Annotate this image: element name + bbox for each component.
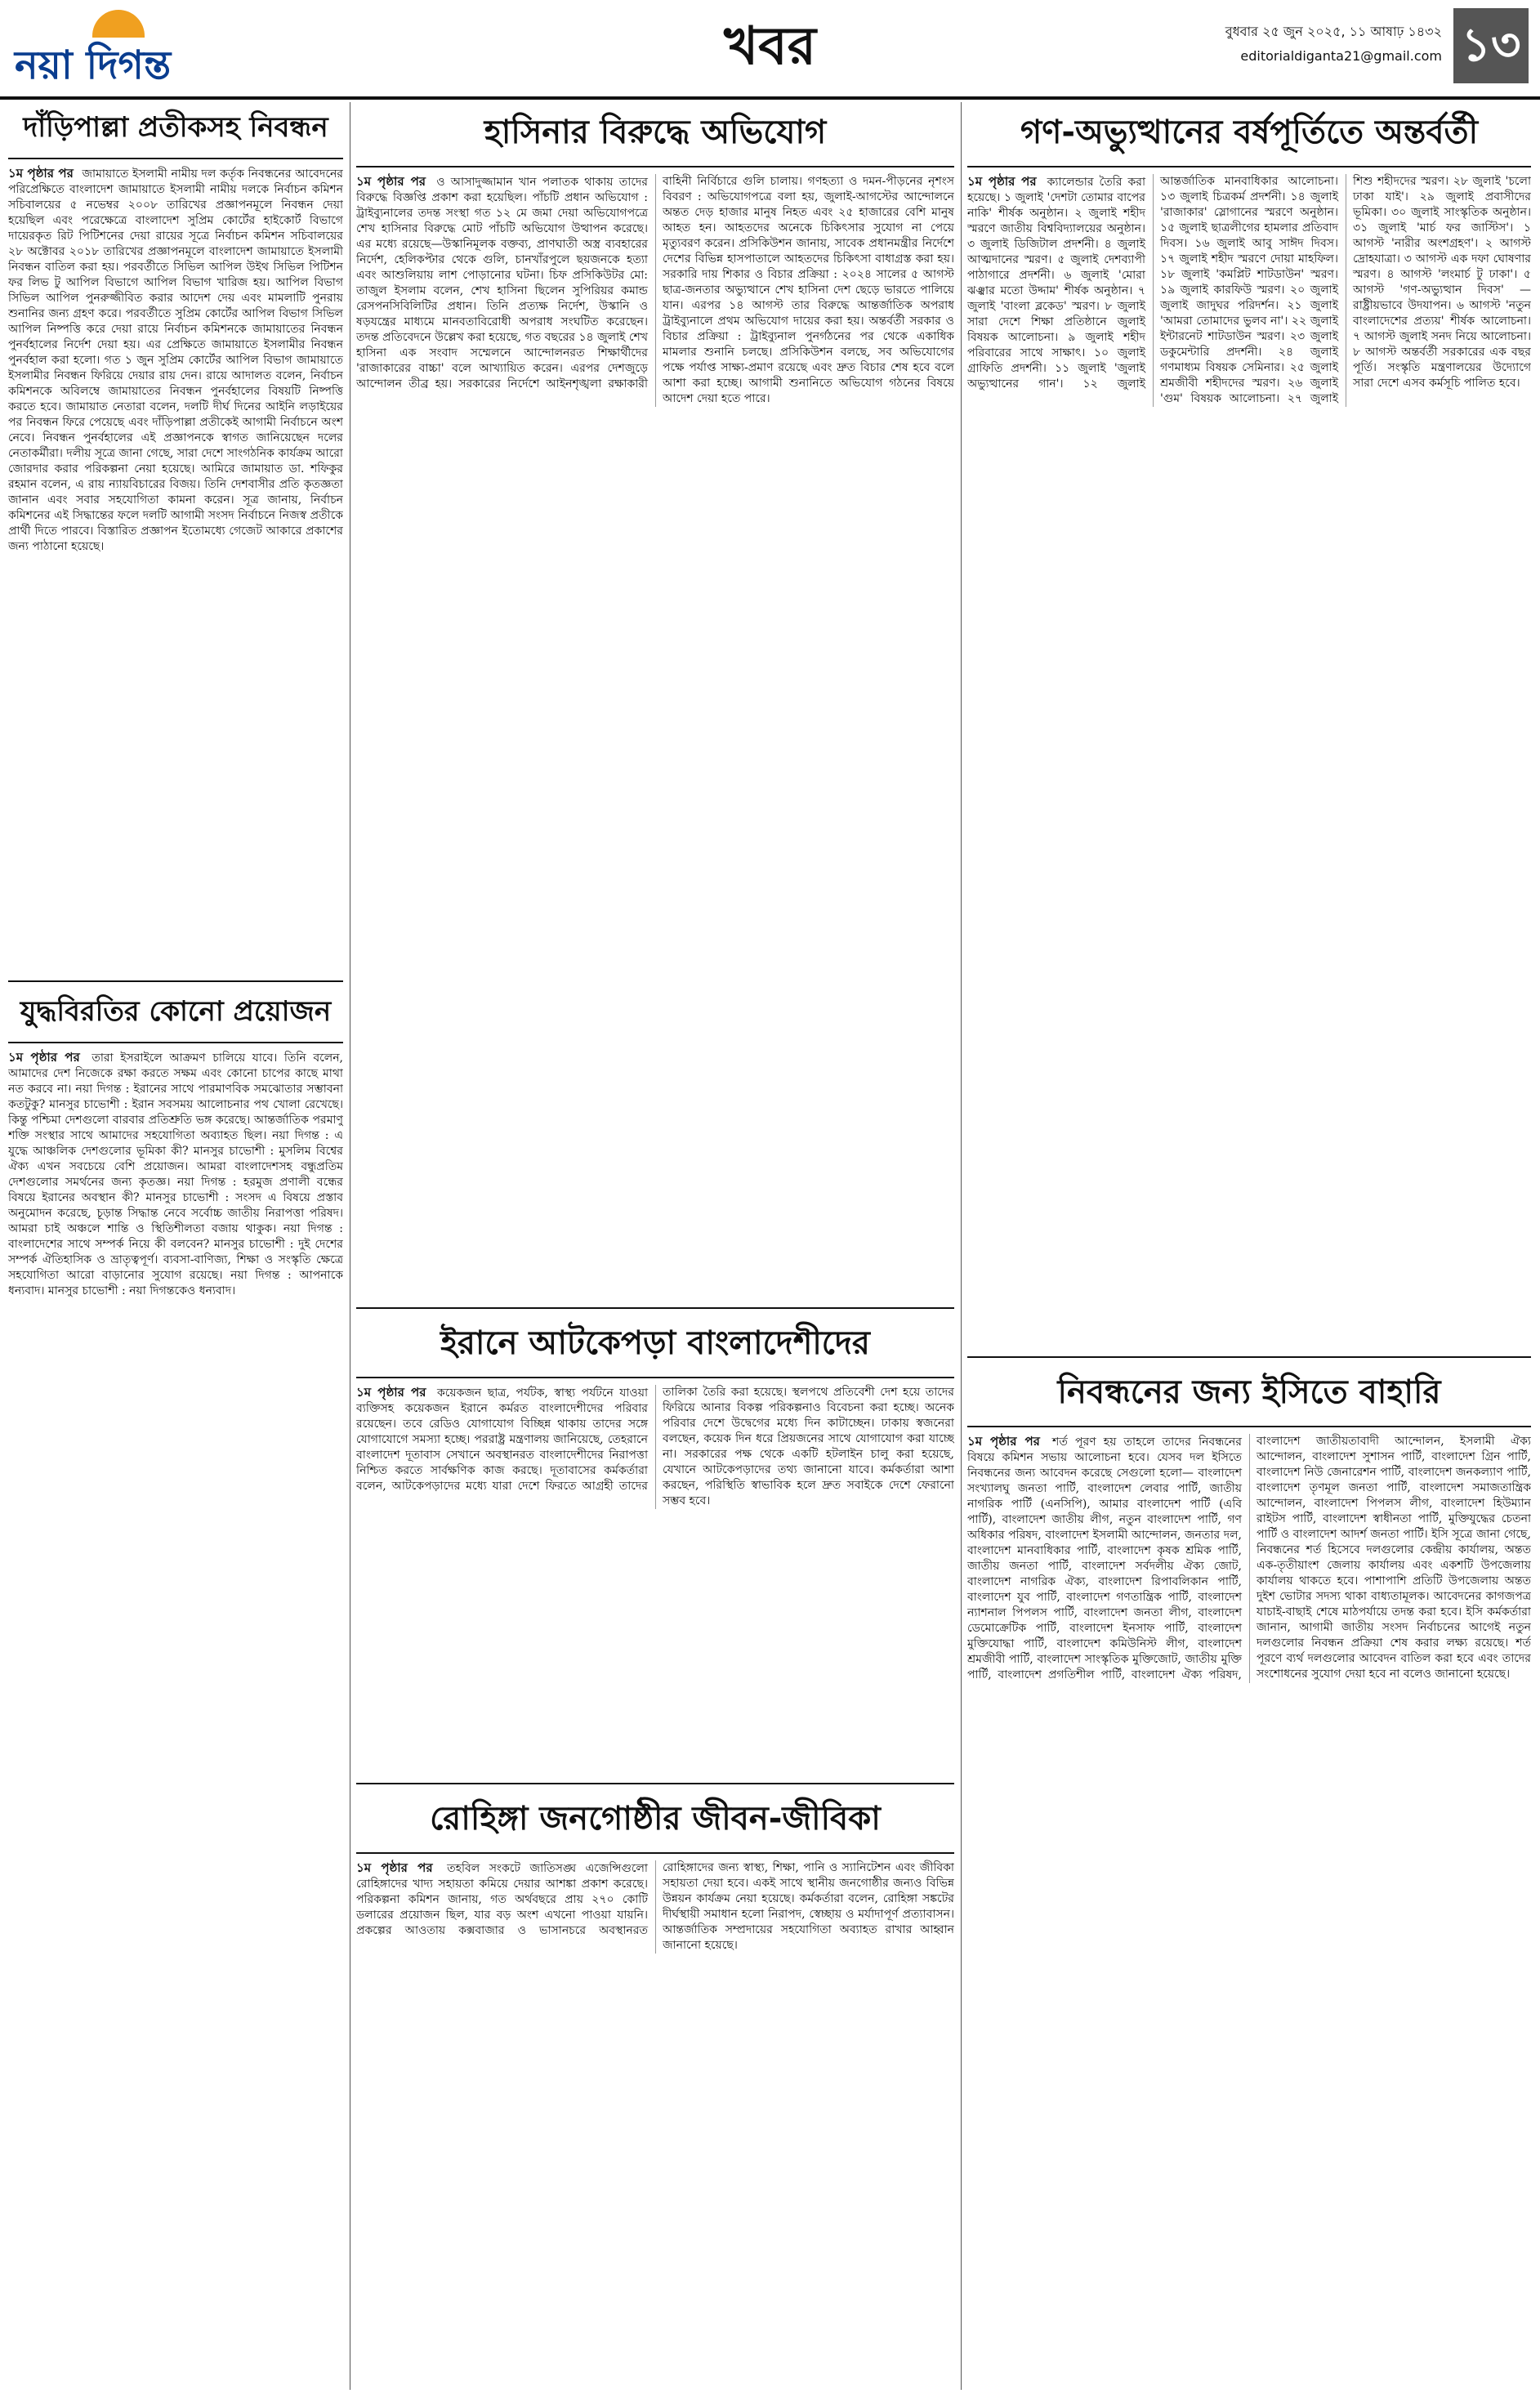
article-kicker: ১ম পৃষ্ঠার পর bbox=[356, 1860, 433, 1875]
article-headline[interactable]: নিবন্ধনের জন্য ইসিতে বাহারি bbox=[967, 1366, 1531, 1427]
article-body bbox=[356, 1860, 954, 1954]
article-body bbox=[356, 1385, 954, 1509]
article-headline[interactable]: গণ-অভ্যুত্থানের বর্ষপূর্তিতে অন্তর্বর্তী bbox=[967, 106, 1531, 167]
article-headline[interactable]: রোহিঙ্গা জনগোষ্ঠীর জীবন-জীবিকা bbox=[356, 1793, 954, 1854]
article-kicker: ১ম পৃষ্ঠার পর bbox=[8, 166, 74, 181]
masthead bbox=[0, 0, 1540, 100]
logo-text: নয়া দিগন্ত bbox=[15, 42, 172, 88]
issue-date: বুধবার ২৫ জুন ২০২৫, ১১ আষাঢ় ১৪৩২ bbox=[1225, 24, 1442, 39]
section-divider bbox=[967, 1356, 1531, 1358]
article-headline[interactable]: হাসিনার বিরুদ্ধে অভিযোগ bbox=[356, 106, 954, 167]
article-darip bbox=[8, 106, 343, 972]
article-body bbox=[967, 174, 1531, 407]
article-iran bbox=[356, 1317, 954, 1775]
article-headline[interactable]: দাঁড়িপাল্লা প্রতীকসহ নিবন্ধন bbox=[8, 106, 343, 159]
article-text: তহবিল সংকটে জাতিসঙ্ঘ এজেন্সিগুলো রোহিঙ্গাদের খাদ্য সহায়তা কমিয়ে দেয়ার আশঙ্কা প্রকাশ করেছে। পরিকল্পনা কমিশন জানায়, গত অর্থবছরে প্রায় ২৭০ কোটি ডলারের প্রয়োজন ছিল, যার বড় অংশ এখনো পাওয়া যায়নি। প্রকল্পের আওতায় কক্সবাজার ও ভাসানচরে অবস্থানরত রোহিঙ্গাদের জন্য স্বাস্থ্য, শিক্ষা, পানি ও স্যানিটেশন এবং জীবিকা সহায়তা দেয়া হবে। একই সাথে স্থানীয় জনগোষ্ঠীর জন্যও বিভিন্ন উন্নয়ন কার্যক্রম নেয়া হয়েছে। কর্মকর্তারা বলেন, রোহিঙ্গা সঙ্কটের দীর্ঘস্থায়ী সমাধান হলো নিরাপদ, স্বেচ্ছায় ও মর্যাদাপূর্ণ প্রত্যাবাসন। আন্তর্জাতিক সম্প্রদায়ের সহযোগিতা অব্যাহত রাখার আহ্বান জানানো হয়েছে। bbox=[356, 1861, 954, 1952]
article-headline[interactable]: যুদ্ধবিরতির কোনো প্রয়োজন bbox=[8, 990, 343, 1043]
article-rohingya bbox=[356, 1793, 954, 2381]
section-title: খবর bbox=[724, 16, 816, 77]
article-body bbox=[356, 174, 954, 407]
article-gono bbox=[967, 106, 1531, 1348]
article-hasina bbox=[356, 106, 954, 1299]
article-ec bbox=[967, 1366, 1531, 2379]
article-kicker: ১ম পৃষ্ঠার পর bbox=[967, 1434, 1040, 1449]
article-text: শর্ত পূরণ হয় তাহলে তাদের নিবন্ধনের বিষয়ে কমিশন সভায় আলোচনা হবে। যেসব দল ইসিতে নিবন্ধনের জন্য আবেদন করেছে সেগুলো হলো— বাংলাদেশ সংখ্যালঘু জনতা পার্টি, বাংলাদেশ লেবার পার্টি, জাতীয় নাগরিক পার্টি (এনসিপি), আমার বাংলাদেশ পার্টি (এবি পার্টি), বাংলাদেশ জাতীয় লীগ, নতুন বাংলাদেশ পার্টি, গণ অধিকার পরিষদ, বাংলাদেশ ইসলামী আন্দোলন, জনতার দল, বাংলাদেশ মানবাধিকার পার্টি, বাংলাদেশ কৃষক শ্রমিক পার্টি, জাতীয় জনতা পার্টি, বাংলাদেশ সর্বদলীয় ঐক্য জোট, বাংলাদেশ নাগরিক ঐক্য, বাংলাদেশ রিপাবলিকান পার্টি, বাংলাদেশ যুব পার্টি, বাংলাদেশ গণতান্ত্রিক পার্টি, বাংলাদেশ ন্যাশনাল পিপলস পার্টি, বাংলাদেশ জনতা লীগ, বাংলাদেশ ডেমোক্রেটিক পার্টি, বাংলাদেশ ইনসাফ পার্টি, বাংলাদেশ মুক্তিযোদ্ধা পার্টি, বাংলাদেশ কমিউনিস্ট লীগ, বাংলাদেশ শ্রমজীবী পার্টি, বাংলাদেশ সাংস্কৃতিক মুক্তিজোট, জাতীয় মুক্তি পার্টি, বাংলাদেশ প্রগতিশীল পার্টি, বাংলাদেশ ঐক্য পরিষদ, বাংলাদেশ জাতীয়তাবাদী আন্দোলন, ইসলামী ঐক্য আন্দোলন, বাংলাদেশ সুশাসন পার্টি, বাংলাদেশ গ্রিন পার্টি, বাংলাদেশ নিউ জেনারেশন পার্টি, বাংলাদেশ জনকল্যাণ পার্টি, বাংলাদেশ তৃণমূল জনতা পার্টি, বাংলাদেশ সমাজতান্ত্রিক আন্দোলন, বাংলাদেশ পিপলস লীগ, বাংলাদেশ হিউম্যান রাইটস পার্টি, বাংলাদেশ স্বাধীনতা পার্টি, মুক্তিযুদ্ধের চেতনা পার্টি ও বাংলাদেশ আদর্শ জনতা পার্টি। ইসি সূত্রে জানা গেছে, নিবন্ধনের শর্ত হিসেবে দলগুলোর কেন্দ্রীয় কার্যালয়, অন্তত এক-তৃতীয়াংশ জেলায় কার্যালয় এবং একশটি উপজেলায় কার্যালয় থাকতে হবে। পাশাপাশি প্রতিটি উপজেলায় অন্তত দুইশ ভোটার সদস্য থাকা বাধ্যতামূলক। আবেদনের কাগজপত্র যাচাই-বাছাই শেষে মাঠপর্যায়ে তদন্ত করা হবে। ইসি কর্মকর্তারা জানান, আগামী জাতীয় সংসদ নির্বাচনের আগেই নতুন দলগুলোর নিবন্ধন প্রক্রিয়া শেষ করার লক্ষ্য রয়েছে। শর্ত পূরণে ব্যর্থ দলগুলোর আবেদন বাতিল করা হবে এবং তাদের সংশোধনের সুযোগ দেয়া হবে না বলেও জানানো হয়েছে। bbox=[967, 1435, 1531, 1681]
article-kicker: ১ম পৃষ্ঠার পর bbox=[356, 1385, 426, 1400]
dateline bbox=[1225, 20, 1442, 69]
section-divider bbox=[356, 1307, 954, 1309]
article-kicker: ১ম পৃষ্ঠার পর bbox=[967, 174, 1037, 189]
article-kicker: ১ম পৃষ্ঠার পর bbox=[8, 1050, 80, 1065]
article-text: জামায়াতে ইসলামী নামীয় দল কর্তৃক নিবন্ধনের আবেদনের পরিপ্রেক্ষিতে বাংলাদেশ জামায়াতে ইসলামী নামীয় দলকে নির্বাচন কমিশন সচিবালয়ের ৫ নভেম্বর ২০০৮ তারিখের প্রজ্ঞাপনমূলে নিবন্ধন দেয়া হয়েছিল এবং পরেক্ষেত্রে বাংলাদেশ সুপ্রিম কোর্টের হাইকোর্ট বিভাগে দায়েরকৃত রিট পিটিশনের দেয়া রায়ের সূত্রে নির্বাচন কমিশন সচিবালয়ের ২৮ অক্টোবর ২০১৮ তারিখের প্রজ্ঞাপনমূলে বাংলাদেশ জামায়াতে ইসলামী নিবন্ধন বাতিল করা হয়। পরবর্তীতে সিভিল আপিল উইথ সিভিল পিটিশন ফর লিভ টু আপিল বিভাগে আপিল বিভাগ খারিজ হয়। আপিল বিভাগ সিভিল আপিল পুনরুজ্জীবিত করার আদেশ দেয় এবং মামলাটি পুনরায় শুনানির জন্য গ্রহণ করে। পরবর্তীতে সুপ্রিম কোর্টের আপিল বিভাগ সিভিল আপিল নিষ্পত্তি করে দেয়া রায়ে নির্বাচন কমিশনকে জামায়াতের নিবন্ধন পুনর্বহালের নির্দেশ দেয়া হয়। এর প্রেক্ষিতে জামায়াতে ইসলামীর নিবন্ধন পুনর্বহাল করা হলো। গত ১ জুন সুপ্রিম কোর্টের আপিল বিভাগ জামায়াতে ইসলামীর নিবন্ধন ফিরিয়ে দেয়ার রায় দেন। রায়ে আদালত বলেন, নির্বাচন কমিশনকে অবিলম্বে জামায়াতের নিবন্ধন পুনর্বহালের বিষয়টি নিষ্পত্তি করতে হবে। জামায়াত নেতারা বলেন, দলটি দীর্ঘ দিনের আইনি লড়াইয়ের পর নিবন্ধন ফিরে পেয়েছে এবং দাঁড়িপাল্লা প্রতীকেই আগামী নির্বাচনে অংশ নেবে। নিবন্ধন পুনর্বহালের এই প্রজ্ঞাপনকে স্বাগত জানিয়েছেন দলের নেতাকর্মীরা। দলীয় সূত্রে জানা গেছে, সারা দেশে সাংগঠনিক কার্যক্রম আরো জোরদার করার পরিকল্পনা নেয়া হয়েছে। আমিরে জামায়াত ডা. শফিকুর রহমান বলেন, এ রায় ন্যায়বিচারের বিজয়। তিনি দেশবাসীর প্রতি কৃতজ্ঞতা জানান এবং সবার সহযোগিতা কামনা করেন। সূত্র জানায়, নির্বাচন কমিশনের এই সিদ্ধান্তের ফলে দলটি আগামী সংসদ নির্বাচনে নিজস্ব প্রতীকে প্রার্থী দিতে পারবে। বিস্তারিত প্রজ্ঞাপন ইতোমধ্যে গেজেট আকারে প্রকাশের জন্য পাঠানো হয়েছে। bbox=[8, 167, 343, 553]
editorial-email[interactable]: editorialdiganta21@gmail.com bbox=[1240, 48, 1442, 64]
article-text: ও আসাদুজ্জামান খান পলাতক থাকায় তাদের বিরুদ্ধে বিজ্ঞপ্তি প্রকাশ করা হয়েছিল। পাঁচটি প্রধান অভিযোগ : ট্রাইব্যুনালের তদন্ত সংস্থা গত ১২ মে জমা দেয়া অভিযোগপত্রে শেখ হাসিনার বিরুদ্ধে মোট পাঁচটি অভিযোগ উত্থাপন করেছে। এর মধ্যে রয়েছে—উস্কানিমূলক বক্তব্য, প্রাণঘাতী অস্ত্র ব্যবহারের নির্দেশ, হেলিকপ্টার থেকে গুলি, চানখাঁরপুলে ছয়জনকে হত্যা এবং আশুলিয়ায় লাশ পোড়ানোর ঘটনা। চিফ প্রসিকিউটর মো: তাজুল ইসলাম বলেন, শেখ হাসিনা ছিলেন সুপিরিয়র কমান্ড রেসপনসিবিলিটির প্রধান। তিনি প্রত্যক্ষ নির্দেশ, উস্কানি ও ষড়যন্ত্রের মাধ্যমে মানবতাবিরোধী অপরাধ সংঘটিত করেছেন। তদন্ত প্রতিবেদনে উল্লেখ করা হয়েছে, গত বছরের ১৪ জুলাই শেখ হাসিনা এক সংবাদ সম্মেলনে আন্দোলনরত শিক্ষার্থীদের 'রাজাকারের বাচ্চা' বলে আখ্যায়িত করেন। এরপর দেশজুড়ে আন্দোলন তীব্র হয়। সরকারের নির্দেশে আইনশৃঙ্খলা রক্ষাকারী বাহিনী নির্বিচারে গুলি চালায়। গণহত্যা ও দমন-পীড়নের নৃশংস বিবরণ : অভিযোগপত্রে বলা হয়, জুলাই-আগস্টের আন্দোলনে অন্তত দেড় হাজার মানুষ নিহত এবং ২৫ হাজারের বেশি মানুষ আহত হন। আহতদের অনেকে চিকিৎসার সুযোগ না পেয়ে মৃত্যুবরণ করেন। প্রসিকিউশন জানায়, সাবেক প্রধানমন্ত্রীর নির্দেশে দেশের বিভিন্ন হাসপাতালে আহতদের চিকিৎসা বাধাগ্রস্ত করা হয়। সরকারি দায় শিকার ও বিচার প্রক্রিয়া : ২০২৪ সালের ৫ আগস্ট ছাত্র-জনতার অভ্যুত্থানে শেখ হাসিনা দেশ ছেড়ে ভারতে পালিয়ে যান। এরপর ১৪ আগস্ট তার বিরুদ্ধে আন্তর্জাতিক অপরাধ ট্রাইব্যুনালে প্রথম অভিযোগ দায়ের করা হয়। অন্তর্বর্তী সরকার ও বিচার প্রক্রিয়া : ট্রাইব্যুনাল পুনর্গঠনের পর থেকে একাধিক মামলার শুনানি চলছে। প্রসিকিউশন বলছে, সব অভিযোগের পক্ষে পর্যাপ্ত সাক্ষ্য-প্রমাণ রয়েছে এবং দ্রুত বিচার শেষ হবে বলে আশা করা হচ্ছে। আগামী শুনানিতে অভিযোগ গঠনের বিষয়ে আদেশ দেয়া হতে পারে। bbox=[356, 175, 954, 405]
article-body bbox=[967, 1434, 1531, 1683]
article-body bbox=[8, 1050, 343, 1299]
page-number: ১৩ bbox=[1453, 8, 1529, 83]
section-divider bbox=[356, 1783, 954, 1784]
article-kicker: ১ম পৃষ্ঠার পর bbox=[356, 174, 426, 189]
article-body bbox=[8, 166, 343, 555]
section-divider bbox=[8, 980, 343, 982]
article-juddho bbox=[8, 990, 343, 2379]
article-text: ক্যালেন্ডার তৈরি করা হয়েছে। ১ জুলাই 'দেশটা তোমার বাপের নাকি' শীর্ষক অনুষ্ঠান। ২ জুলাই শহীদ স্মরণে জাতীয় বিশ্ববিদ্যালয়ের অনুষ্ঠান। ৩ জুলাই ডিজিটাল প্রদর্শনী। ৪ জুলাই আত্মদানের স্মরণ। ৫ জুলাই দেশব্যাপী পাঠাগারে প্রদর্শনী। ৬ জুলাই 'মোরা ঝঞ্ঝার মতো উদ্দাম' শীর্ষক অনুষ্ঠান। ৭ জুলাই 'বাংলা ব্লকেড' স্মরণ। ৮ জুলাই সারা দেশে শিক্ষা প্রতিষ্ঠানে জুলাই বিষয়ক আলোচনা। ৯ জুলাই শহীদ পরিবারের সাথে সাক্ষাৎ। ১০ জুলাই গ্রাফিতি প্রদর্শনী। ১১ জুলাই 'জুলাই অভ্যুত্থানের গান'। ১২ জুলাই আন্তর্জাতিক মানবাধিকার আলোচনা। ১৩ জুলাই চিত্রকর্ম প্রদর্শনী। ১৪ জুলাই 'রাজাকার' স্লোগানের স্মরণে অনুষ্ঠান। ১৫ জুলাই ছাত্রলীগের হামলার প্রতিবাদ দিবস। ১৬ জুলাই আবু সাঈদ দিবস। ১৭ জুলাই শহীদ স্মরণে দোয়া মাহফিল। ১৮ জুলাই 'কমপ্লিট শাটডাউন' স্মরণ। ১৯ জুলাই কারফিউ স্মরণ। ২০ জুলাই জুলাই জাদুঘর পরিদর্শন। ২১ জুলাই 'আমরা তোমাদের ভুলব না'। ২২ জুলাই ইন্টারনেট শাটডাউন স্মরণ। ২৩ জুলাই ডকুমেন্টারি প্রদর্শনী। ২৪ জুলাই গণমাধ্যম বিষয়ক সেমিনার। ২৫ জুলাই শ্রমজীবী শহীদদের স্মরণ। ২৬ জুলাই 'গুম' বিষয়ক আলোচনা। ২৭ জুলাই শিশু শহীদদের স্মরণ। ২৮ জুলাই 'চলো ঢাকা যাই'। ২৯ জুলাই প্রবাসীদের ভূমিকা। ৩০ জুলাই সাংস্কৃতিক অনুষ্ঠান। ৩১ জুলাই 'মার্চ ফর জাস্টিস'। ১ আগস্ট 'নারীর অংশগ্রহণ'। ২ আগস্ট দ্রোহযাত্রা। ৩ আগস্ট এক দফা ঘোষণার স্মরণ। ৪ আগস্ট 'লংমার্চ টু ঢাকা'। ৫ আগস্ট 'গণ-অভ্যুত্থান দিবস' — রাষ্ট্রীয়ভাবে উদযাপন। ৬ আগস্ট 'নতুন বাংলাদেশের প্রত্যয়' শীর্ষক আলোচনা। ৭ আগস্ট জুলাই সনদ নিয়ে আলোচনা। ৮ আগস্ট অন্তর্বর্তী সরকারের এক বছর পূর্তি। সংস্কৃতি মন্ত্রণালয়ের উদ্যোগে সারা দেশে এসব কর্মসূচি পালিত হবে। bbox=[967, 175, 1531, 405]
article-text: তারা ইসরাইলে আক্রমণ চালিয়ে যাবে। তিনি বলেন, আমাদের দেশ নিজেকে রক্ষা করতে সক্ষম এবং কোনো চাপের কাছে মাথা নত করবে না। নয়া দিগন্ত : ইরানের সাথে পারমাণবিক সমঝোতার সম্ভাবনা কতটুকু? মানসুর চাভোশী : ইরান সবসময় আলোচনার পথ খোলা রেখেছে। কিন্তু পশ্চিমা দেশগুলো বারবার প্রতিশ্রুতি ভঙ্গ করেছে। আন্তর্জাতিক পরমাণু শক্তি সংস্থার সাথে আমাদের সহযোগিতা অব্যাহত ছিল। নয়া দিগন্ত : এ যুদ্ধে আঞ্চলিক দেশগুলোর ভূমিকা কী? মানসুর চাভোশী : মুসলিম বিশ্বের ঐক্য এখন সবচেয়ে বেশি প্রয়োজন। আমরা বাংলাদেশসহ বন্ধুপ্রতিম দেশগুলোর সমর্থনের জন্য কৃতজ্ঞ। নয়া দিগন্ত : হরমুজ প্রণালী বন্ধের বিষয়ে ইরানের অবস্থান কী? মানসুর চাভোশী : সংসদ এ বিষয়ে প্রস্তাব অনুমোদন করেছে, চূড়ান্ত সিদ্ধান্ত নেবে সর্বোচ্চ জাতীয় নিরাপত্তা পরিষদ। আমরা চাই অঞ্চলে শান্তি ও স্থিতিশীলতা বজায় থাকুক। নয়া দিগন্ত : বাংলাদেশের সাথে সম্পর্ক নিয়ে কী বলবেন? মানসুর চাভোশী : দুই দেশের সম্পর্ক ঐতিহাসিক ও ভ্রাতৃত্বপূর্ণ। ব্যবসা-বাণিজ্য, শিক্ষা ও সংস্কৃতি ক্ষেত্রে সহযোগিতা আরো বাড়ানোর সুযোগ রয়েছে। নয়া দিগন্ত : আপনাকে ধন্যবাদ। মানসুর চাভোশী : নয়া দিগন্তকেও ধন্যবাদ। bbox=[8, 1052, 343, 1297]
article-text: কয়েকজন ছাত্র, পর্যটক, স্বাস্থ্য পর্যটনে যাওয়া ব্যক্তিসহ কয়েকজন ইরানে কর্মরত বাংলাদেশীদের পরিবার রয়েছেন। তবে রেডিও যোগাযোগ বিচ্ছিন্ন থাকায় তাদের সঙ্গে যোগাযোগে সমস্যা হচ্ছে। পররাষ্ট্র মন্ত্রণালয় জানিয়েছে, তেহরানে বাংলাদেশ দূতাবাস সেখানে অবস্থানরত বাংলাদেশীদের নিরাপত্তা নিশ্চিত করতে সার্বক্ষণিক কাজ করছে। দূতাবাসের কর্মকর্তারা বলেন, আটকেপড়াদের মধ্যে যারা দেশে ফিরতে আগ্রহী তাদের তালিকা তৈরি করা হয়েছে। স্থলপথে প্রতিবেশী দেশ হয়ে তাদের ফিরিয়ে আনার বিকল্প পরিকল্পনাও বিবেচনা করা হচ্ছে। অনেক পরিবার দেশে উদ্বেগের মধ্যে দিন কাটাচ্ছেন। ঢাকায় স্বজনেরা বলছেন, কয়েক দিন ধরে প্রিয়জনের সাথে যোগাযোগ করা যাচ্ছে না। সরকারের পক্ষ থেকে একটি হটলাইন চালু করা হয়েছে, যেখানে আটকেপড়াদের তথ্য জানানো যাবে। কর্মকর্তারা আশা করছেন, পরিস্থিতি স্বাভাবিক হলে দ্রুত সবাইকে দেশে ফেরানো সম্ভব হবে। bbox=[356, 1386, 954, 1507]
article-headline[interactable]: ইরানে আটকেপড়া বাংলাদেশীদের bbox=[356, 1317, 954, 1378]
column-divider bbox=[961, 102, 962, 2390]
